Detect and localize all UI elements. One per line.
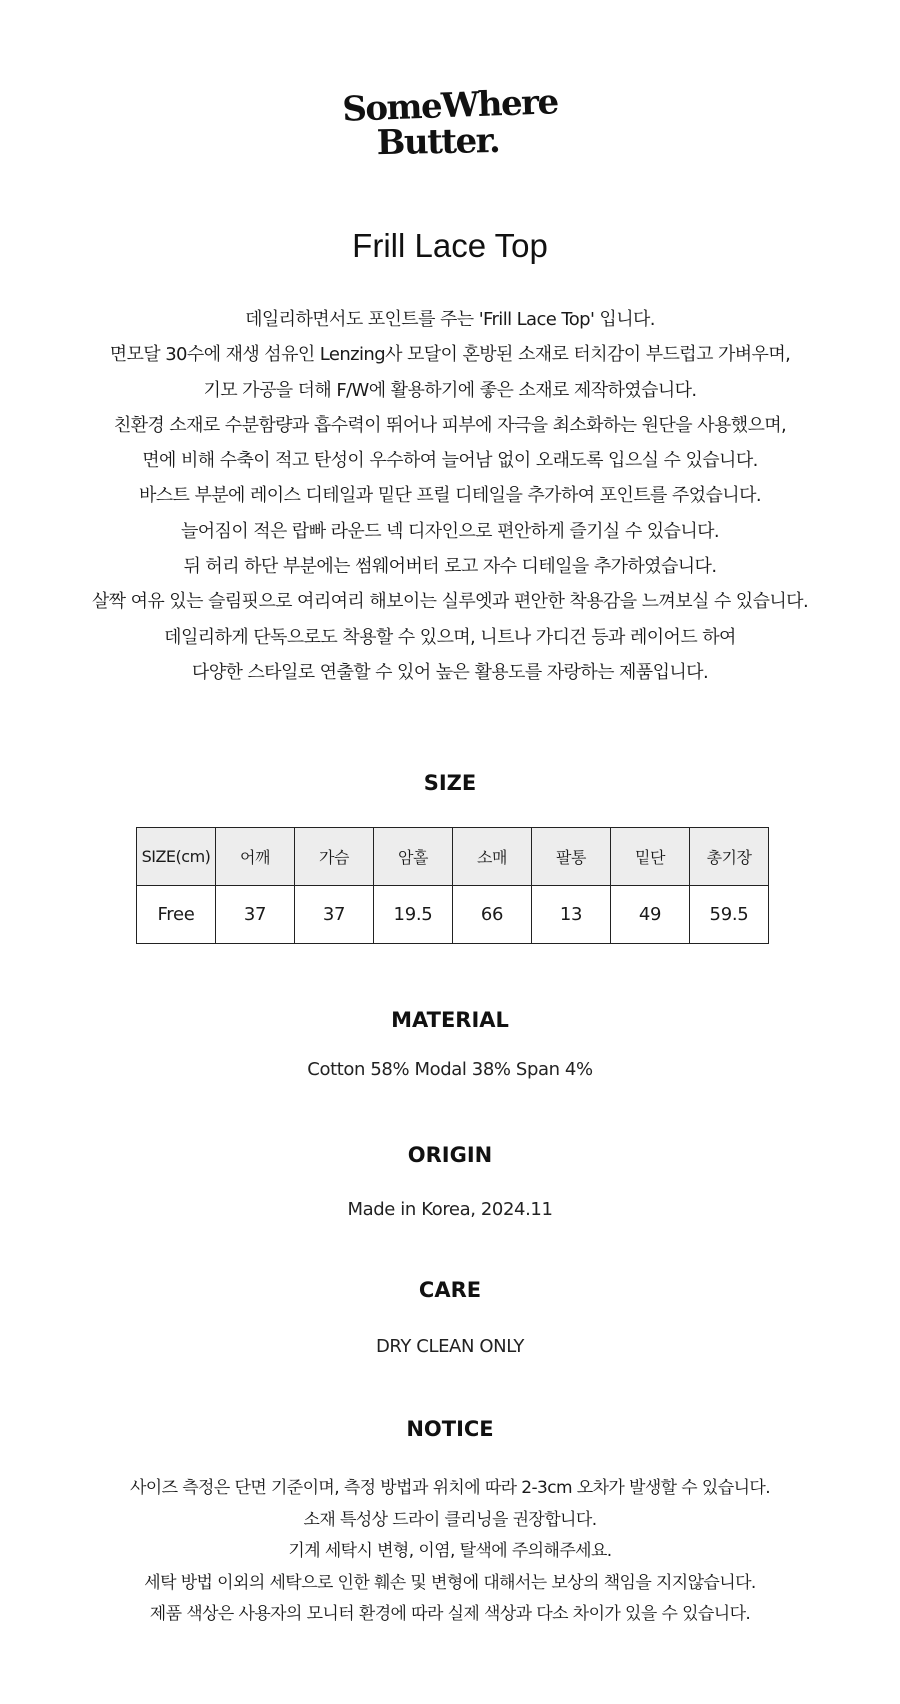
description-line: 기모 가공을 더해 F/W에 활용하기에 좋은 소재로 제작하였습니다. — [203, 379, 697, 401]
material-heading: MATERIAL — [391, 1008, 509, 1032]
size-cell: 13 — [532, 886, 611, 944]
size-cell: 66 — [453, 886, 532, 944]
size-table — [136, 827, 769, 944]
brand-logo-line-1: SomeWhere — [341, 82, 559, 130]
description-line: 바스트 부분에 레이스 디테일과 밑단 프릴 디테일을 추가하여 포인트를 주었습니다. — [138, 485, 761, 507]
size-header-cell: SIZE(cm) — [137, 828, 216, 886]
description-line: 데일리하게 단독으로도 착용할 수 있으며, 니트나 가디건 등과 레이어드 하여 — [164, 626, 736, 648]
size-table-header-row — [137, 828, 769, 886]
size-cell: Free — [137, 886, 216, 944]
size-heading: SIZE — [423, 771, 477, 795]
notice-line: 사이즈 측정은 단면 기준이며, 측정 방법과 위치에 따라 2-3cm 오차가 발생할 수 있습니다. — [129, 1478, 771, 1498]
product-title: Frill Lace Top — [352, 227, 548, 264]
material-text: Cotton 58% Modal 38% Span 4% — [307, 1059, 593, 1080]
size-header-cell: 암홀 — [374, 828, 453, 886]
size-cell: 37 — [295, 886, 374, 944]
size-header-cell: 소매 — [453, 828, 532, 886]
care-text: DRY CLEAN ONLY — [375, 1336, 525, 1357]
size-header-cell: 밑단 — [611, 828, 690, 886]
description-line: 늘어짐이 적은 랍빠 라운드 넥 디자인으로 편안하게 즐기실 수 있습니다. — [180, 520, 720, 542]
description-line: 뒤 허리 하단 부분에는 썸웨어버터 로고 자수 디테일을 추가하였습니다. — [183, 556, 717, 578]
notice-line: 세탁 방법 이외의 세탁으로 인한 훼손 및 변형에 대해서는 보상의 책임을 지지않습니다. — [144, 1572, 756, 1593]
description-line: 다양한 스타일로 연출할 수 있어 높은 활용도를 자랑하는 제품입니다. — [191, 661, 709, 683]
notice-list — [0, 1473, 900, 1631]
care-heading: CARE — [418, 1278, 482, 1302]
table-row — [137, 886, 769, 944]
description-line: 살짝 여유 있는 슬림핏으로 여리여리 해보이는 실루엣과 편안한 착용감을 느껴보실 수 있습니다. — [91, 591, 809, 613]
size-cell: 59.5 — [690, 886, 769, 944]
size-cell: 49 — [611, 886, 690, 944]
notice-line: 소재 특성상 드라이 클리닝을 권장합니다. — [303, 1509, 597, 1530]
product-description — [0, 302, 900, 690]
origin-text: Made in Korea, 2024.11 — [347, 1199, 553, 1220]
description-line: 면모달 30수에 재생 섬유인 Lenzing사 모달이 혼방된 소재로 터치감이 부드럽고 가벼우며, — [109, 344, 791, 366]
size-header-cell: 어깨 — [216, 828, 295, 886]
notice-line: 제품 색상은 사용자의 모니터 환경에 따라 실제 색상과 다소 차이가 있을 수 있습니다. — [149, 1604, 751, 1624]
size-cell: 37 — [216, 886, 295, 944]
origin-heading: ORIGIN — [407, 1143, 493, 1167]
size-header-cell: 팔통 — [532, 828, 611, 886]
size-header-cell: 가슴 — [295, 828, 374, 886]
notice-heading: NOTICE — [406, 1417, 494, 1441]
brand-logo-line-2: Butter. — [376, 120, 500, 164]
size-cell: 19.5 — [374, 886, 453, 944]
notice-line: 기계 세탁시 변형, 이염, 탈색에 주의해주세요. — [288, 1541, 612, 1561]
description-line: 데일리하면서도 포인트를 주는 'Frill Lace Top' 입니다. — [245, 309, 655, 330]
description-line: 면에 비해 수축이 적고 탄성이 우수하여 늘어남 없이 오래도록 입으실 수 있습니다. — [142, 450, 758, 472]
brand-logo — [0, 82, 900, 164]
description-line: 친환경 소재로 수분함량과 흡수력이 뛰어나 피부에 자극을 최소화하는 원단을 사용했으며, — [113, 414, 787, 436]
size-header-cell: 총기장 — [690, 828, 769, 886]
